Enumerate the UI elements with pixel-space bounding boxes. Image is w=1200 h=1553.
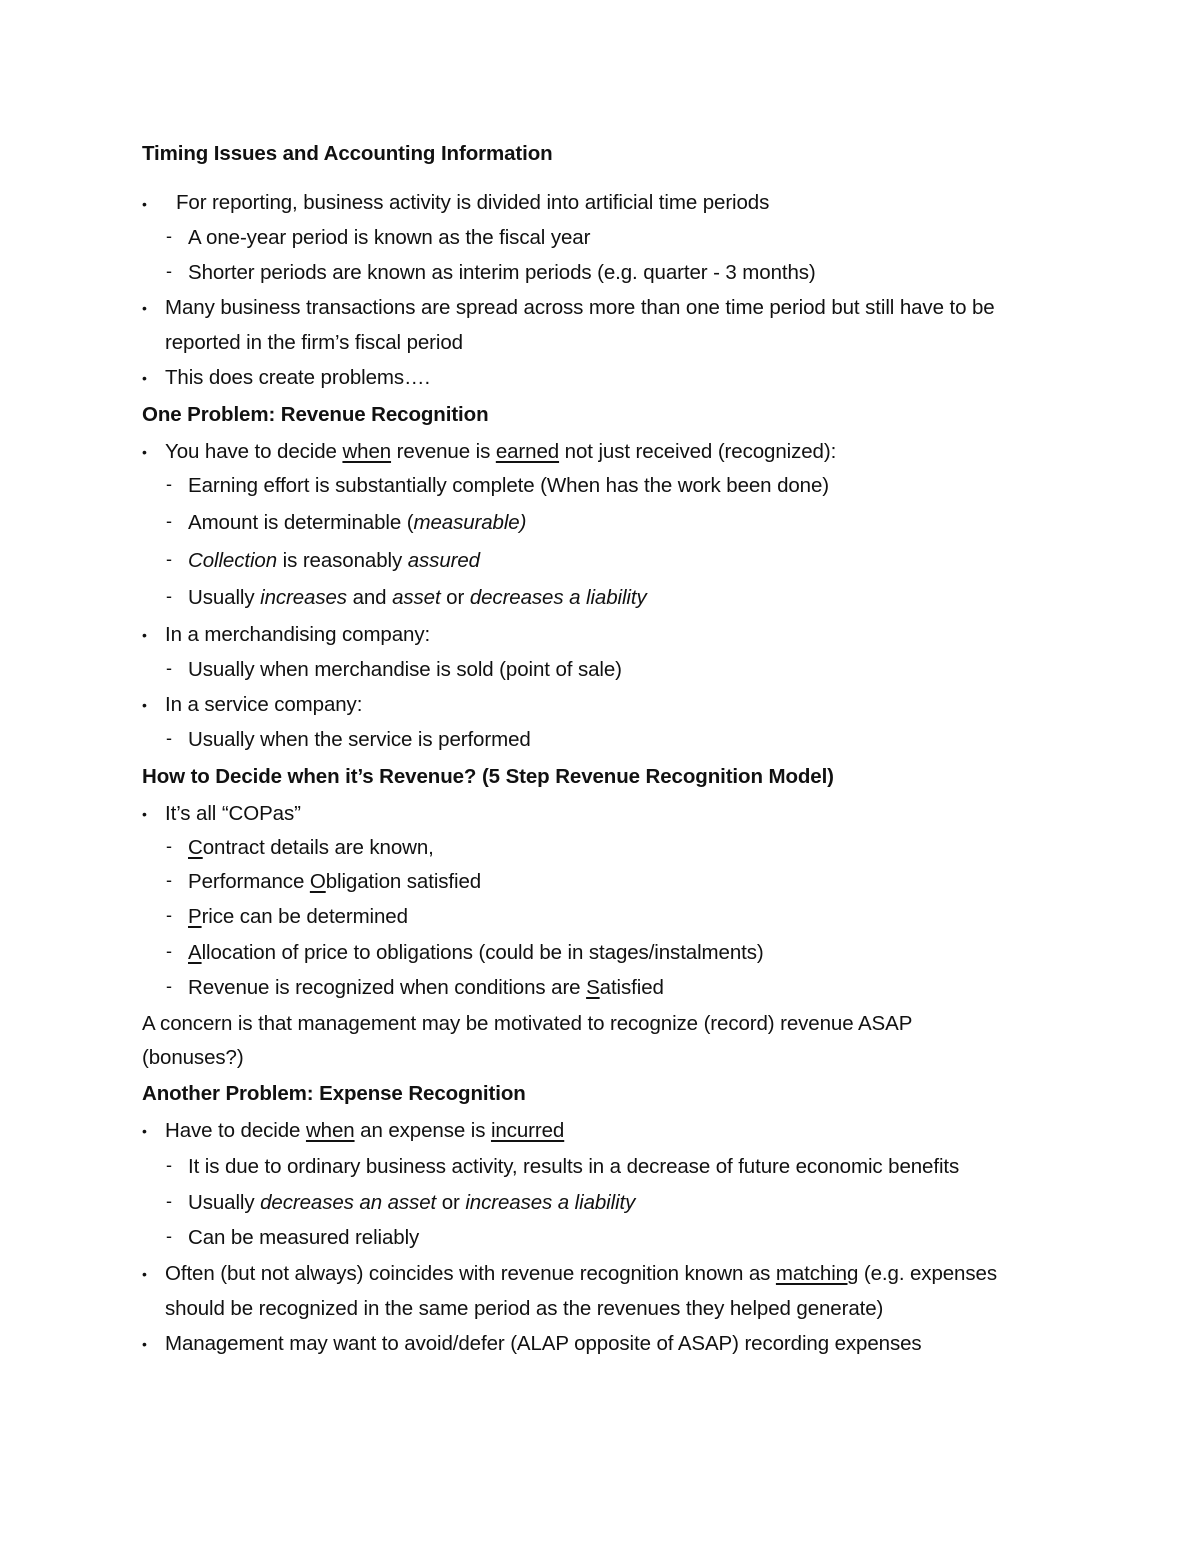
sub-list-item: Shorter periods are known as interim periods (e.g. quarter - 3 months)	[188, 261, 816, 284]
underlined-text: matching	[775, 1262, 859, 1285]
text: or	[440, 586, 470, 609]
dash-icon: -	[166, 511, 172, 531]
bullet-icon: •	[142, 444, 147, 460]
text: and	[346, 586, 393, 609]
dash-icon: -	[166, 1226, 172, 1246]
sub-list-item: Earning effort is substantially complete (When has the work been done)	[188, 474, 830, 497]
underlined-text: O	[309, 870, 326, 893]
underlined-text: earned	[495, 440, 560, 463]
sub-list-item: It is due to ordinary business activity, results in a decrease of future economic benefits	[188, 1155, 960, 1178]
underlined-text: C	[188, 836, 203, 859]
list-item: This does create problems….	[165, 366, 431, 389]
bullet-icon: •	[142, 806, 147, 822]
list-item	[165, 1262, 997, 1286]
bullet-icon: •	[142, 370, 147, 386]
dash-icon: -	[166, 836, 172, 856]
italic-text: asset	[392, 586, 441, 609]
text: Revenue is recognized when conditions are	[188, 976, 587, 999]
text: You have to decide	[165, 440, 343, 463]
italic-text: decreases an asset	[260, 1191, 437, 1214]
sub-list-item	[188, 836, 434, 860]
text: ontract details are known,	[202, 836, 434, 859]
underlined-text: when	[305, 1119, 355, 1142]
sub-list-item	[188, 941, 764, 965]
bullet-icon: •	[142, 627, 147, 643]
text: an expense is	[354, 1119, 491, 1142]
italic-text: measurable)	[413, 511, 527, 534]
bullet-icon: •	[142, 1336, 147, 1352]
paragraph-continuation: (bonuses?)	[142, 1046, 244, 1069]
underlined-text: when	[342, 440, 392, 463]
underlined-text: S	[586, 976, 600, 999]
text: is reasonably	[277, 549, 408, 572]
sub-list-item	[188, 511, 526, 535]
list-item: In a merchandising company:	[165, 623, 431, 646]
sub-list-item: Can be measured reliably	[188, 1226, 420, 1249]
dash-icon: -	[166, 261, 172, 281]
sub-list-item	[188, 976, 664, 1000]
sub-list-item	[188, 905, 408, 929]
text: Usually	[188, 586, 261, 609]
list-item: For reporting, business activity is divided into artificial time periods	[176, 191, 770, 214]
underlined-text: incurred	[490, 1119, 565, 1142]
list-item: Management may want to avoid/defer (ALAP opposite of ASAP) recording expenses	[165, 1332, 922, 1355]
bullet-icon: •	[142, 1123, 147, 1139]
dash-icon: -	[166, 1191, 172, 1211]
list-item-continuation: should be recognized in the same period as the revenues they helped generate)	[165, 1297, 884, 1320]
sub-list-item	[188, 549, 480, 573]
italic-text: decreases a liability	[469, 586, 647, 609]
list-item	[165, 440, 836, 464]
text: bligation satisfied	[325, 870, 482, 893]
dash-icon: -	[166, 549, 172, 569]
paragraph: A concern is that management may be motivated to recognize (record) revenue ASAP	[142, 1012, 913, 1035]
text: llocation of price to obligations (could be in stages/instalments)	[201, 941, 764, 964]
text: not just received (recognized):	[559, 440, 837, 463]
dash-icon: -	[166, 226, 172, 246]
italic-text: Collection	[188, 549, 278, 572]
text: revenue is	[391, 440, 496, 463]
heading-expense-recognition: Another Problem: Expense Recognition	[142, 1082, 526, 1105]
dash-icon: -	[166, 905, 172, 925]
sub-list-item: Usually when the service is performed	[188, 728, 531, 751]
text: Amount is determinable (	[188, 511, 414, 534]
text: Have to decide	[165, 1119, 306, 1142]
text: (e.g. expenses	[858, 1262, 997, 1285]
list-item: In a service company:	[165, 693, 363, 716]
list-item	[165, 1119, 564, 1143]
underlined-text: A	[188, 941, 202, 964]
heading-revenue-recognition: One Problem: Revenue Recognition	[142, 403, 489, 426]
dash-icon: -	[166, 586, 172, 606]
italic-text: increases	[260, 586, 347, 609]
sub-list-item: A one-year period is known as the fiscal year	[188, 226, 591, 249]
bullet-icon: •	[142, 1266, 147, 1282]
dash-icon: -	[166, 474, 172, 494]
list-item-continuation: reported in the firm’s fiscal period	[165, 331, 463, 354]
text: atisfied	[599, 976, 664, 999]
sub-list-item	[188, 1191, 635, 1215]
sub-list-item	[188, 586, 647, 610]
dash-icon: -	[166, 976, 172, 996]
text: Often (but not always) coincides with revenue recognition known as	[165, 1262, 776, 1285]
dash-icon: -	[166, 870, 172, 890]
list-item: Many business transactions are spread across more than one time period but still have to be	[165, 296, 995, 319]
bullet-icon: •	[142, 196, 147, 212]
dash-icon: -	[166, 941, 172, 961]
list-item: It’s all “COPas”	[165, 802, 301, 825]
heading-timing-issues: Timing Issues and Accounting Information	[142, 142, 553, 165]
dash-icon: -	[166, 728, 172, 748]
heading-revenue-model: How to Decide when it’s Revenue? (5 Step Revenue Recognition Model)	[142, 765, 834, 788]
underlined-text: P	[188, 905, 202, 928]
text: or	[436, 1191, 466, 1214]
text: Performance	[188, 870, 310, 893]
bullet-icon: •	[142, 300, 147, 316]
dash-icon: -	[166, 658, 172, 678]
bullet-icon: •	[142, 697, 147, 713]
italic-text: assured	[407, 549, 480, 572]
italic-text: increases a liability	[465, 1191, 636, 1214]
sub-list-item: Usually when merchandise is sold (point of sale)	[188, 658, 622, 681]
text: rice can be determined	[201, 905, 408, 928]
dash-icon: -	[166, 1155, 172, 1175]
text: Usually	[188, 1191, 261, 1214]
sub-list-item	[188, 870, 481, 894]
